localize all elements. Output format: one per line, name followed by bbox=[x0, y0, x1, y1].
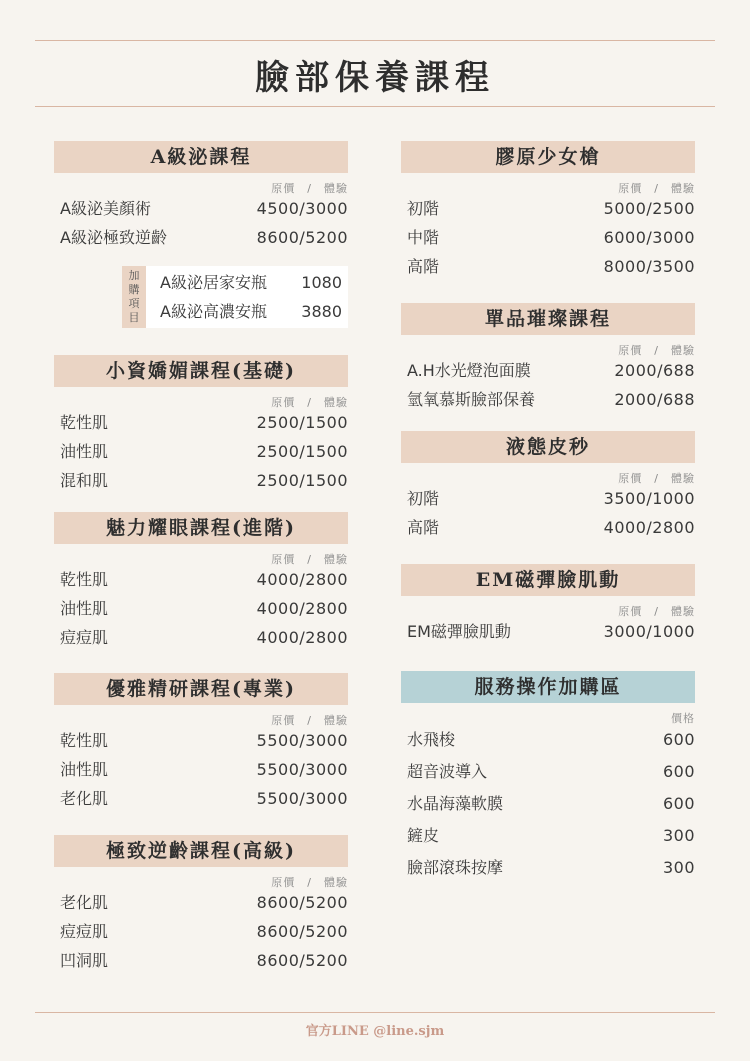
list-item bbox=[54, 194, 348, 223]
item-name: A級泌高濃安瓶 bbox=[160, 302, 267, 321]
list-item bbox=[401, 223, 695, 252]
item-price: 2000/688 bbox=[614, 361, 695, 380]
section-collagen bbox=[401, 141, 695, 281]
item-price: 300 bbox=[662, 826, 695, 845]
item-price: 2000/688 bbox=[614, 390, 695, 409]
item-name: 臉部滾珠按摩 bbox=[407, 858, 504, 877]
item-price: 4500/3000 bbox=[256, 199, 348, 218]
item-price: 8000/3500 bbox=[603, 257, 695, 276]
list-item bbox=[54, 755, 348, 784]
list-item bbox=[54, 726, 348, 755]
item-price: 4000/2800 bbox=[603, 518, 695, 537]
list-item bbox=[401, 788, 695, 820]
column-header: 原價 / 體驗 bbox=[271, 182, 348, 195]
item-price: 4000/2800 bbox=[256, 570, 348, 589]
item-price: 5500/3000 bbox=[256, 731, 348, 750]
section-title: EM磁彈臉肌動 bbox=[401, 564, 695, 596]
section-title: 服務操作加購區 bbox=[401, 671, 695, 703]
list-item bbox=[401, 385, 695, 414]
section-title: 魅力耀眼課程(進階) bbox=[54, 512, 348, 544]
page-title: 臉部保養課程 bbox=[255, 58, 495, 98]
item-name: 痘痘肌 bbox=[60, 628, 109, 647]
list-item bbox=[54, 623, 348, 652]
item-name: 初階 bbox=[407, 489, 440, 508]
column-header: 原價 / 體驗 bbox=[618, 344, 695, 357]
section-title: A級泌課程 bbox=[54, 141, 348, 173]
column-header: 原價 / 體驗 bbox=[271, 553, 348, 566]
item-name: A級泌極致逆齡 bbox=[60, 228, 167, 247]
list-item bbox=[401, 724, 695, 756]
item-name: 油性肌 bbox=[60, 760, 109, 779]
column-header: 價格 bbox=[671, 712, 695, 725]
list-item bbox=[54, 437, 348, 466]
section-premium bbox=[54, 835, 348, 975]
list-item bbox=[54, 466, 348, 495]
section-a-grade bbox=[54, 141, 348, 252]
item-price: 3500/1000 bbox=[603, 489, 695, 508]
item-name: 痘痘肌 bbox=[60, 922, 109, 941]
list-item bbox=[401, 356, 695, 385]
item-price: 600 bbox=[662, 730, 695, 749]
item-price: 1080 bbox=[301, 273, 342, 292]
list-item bbox=[146, 297, 348, 326]
title-rule bbox=[35, 106, 715, 107]
list-item bbox=[54, 784, 348, 813]
section-title: 小資嬌媚課程(基礎) bbox=[54, 355, 348, 387]
list-item bbox=[401, 756, 695, 788]
item-name: 老化肌 bbox=[60, 893, 109, 912]
footer-line-id: 官方LINE @line.sjm bbox=[305, 1024, 445, 1039]
item-name: 油性肌 bbox=[60, 442, 109, 461]
item-name: 高階 bbox=[407, 518, 440, 537]
column-header: 原價 / 體驗 bbox=[271, 714, 348, 727]
item-price: 8600/5200 bbox=[256, 951, 348, 970]
section-basic bbox=[54, 355, 348, 495]
item-price: 2500/1500 bbox=[256, 413, 348, 432]
list-item bbox=[401, 194, 695, 223]
list-item bbox=[401, 617, 695, 646]
list-item bbox=[54, 594, 348, 623]
footer-rule bbox=[35, 1012, 715, 1013]
section-title: 優雅精研課程(專業) bbox=[54, 673, 348, 705]
item-price: 3880 bbox=[301, 302, 342, 321]
list-item bbox=[54, 946, 348, 975]
item-price: 600 bbox=[662, 794, 695, 813]
section-em bbox=[401, 564, 695, 646]
item-name: 油性肌 bbox=[60, 599, 109, 618]
item-price: 8600/5200 bbox=[256, 893, 348, 912]
item-name: 乾性肌 bbox=[60, 570, 109, 589]
column-header: 原價 / 體驗 bbox=[618, 605, 695, 618]
column-header: 原價 / 體驗 bbox=[618, 182, 695, 195]
item-name: EM磁彈臉肌動 bbox=[407, 622, 511, 641]
item-price: 300 bbox=[662, 858, 695, 877]
item-price: 2500/1500 bbox=[256, 471, 348, 490]
addon-tag-char: 加 bbox=[128, 269, 140, 282]
section-title: 單品璀璨課程 bbox=[401, 303, 695, 335]
item-name: 中階 bbox=[407, 228, 440, 247]
item-name: 氫氧慕斯臉部保養 bbox=[407, 390, 536, 409]
list-item bbox=[54, 917, 348, 946]
section-pro bbox=[54, 673, 348, 813]
item-name: A.H水光燈泡面膜 bbox=[407, 361, 531, 380]
addon-tag bbox=[122, 266, 146, 328]
list-item bbox=[54, 888, 348, 917]
item-price: 8600/5200 bbox=[256, 922, 348, 941]
item-name: 混和肌 bbox=[60, 471, 109, 490]
item-name: 初階 bbox=[407, 199, 440, 218]
list-item bbox=[54, 565, 348, 594]
list-item bbox=[401, 820, 695, 852]
item-name: 鏟皮 bbox=[407, 826, 440, 845]
addon-tag-char: 購 bbox=[128, 283, 140, 296]
section-service bbox=[401, 671, 695, 884]
item-price: 2500/1500 bbox=[256, 442, 348, 461]
item-price: 8600/5200 bbox=[256, 228, 348, 247]
item-name: A級泌美顏術 bbox=[60, 199, 151, 218]
list-item bbox=[401, 484, 695, 513]
list-item bbox=[54, 408, 348, 437]
addon-box bbox=[122, 266, 348, 328]
item-name: A級泌居家安瓶 bbox=[160, 273, 267, 292]
section-single bbox=[401, 303, 695, 414]
section-liquid bbox=[401, 431, 695, 542]
item-name: 乾性肌 bbox=[60, 731, 109, 750]
list-item bbox=[146, 268, 348, 297]
section-advanced bbox=[54, 512, 348, 652]
list-item bbox=[54, 223, 348, 252]
top-rule bbox=[35, 40, 715, 41]
item-price: 4000/2800 bbox=[256, 599, 348, 618]
column-header: 原價 / 體驗 bbox=[618, 472, 695, 485]
item-price: 5000/2500 bbox=[603, 199, 695, 218]
section-title: 液態皮秒 bbox=[401, 431, 695, 463]
column-header: 原價 / 體驗 bbox=[271, 396, 348, 409]
item-name: 乾性肌 bbox=[60, 413, 109, 432]
list-item bbox=[401, 852, 695, 884]
item-name: 老化肌 bbox=[60, 789, 109, 808]
item-name: 水晶海藻軟膜 bbox=[407, 794, 504, 813]
item-price: 5500/3000 bbox=[256, 760, 348, 779]
list-item bbox=[401, 252, 695, 281]
column-header: 原價 / 體驗 bbox=[271, 876, 348, 889]
addon-list bbox=[146, 266, 348, 328]
item-price: 6000/3000 bbox=[603, 228, 695, 247]
item-name: 凹洞肌 bbox=[60, 951, 109, 970]
addon-tag-char: 目 bbox=[128, 311, 140, 324]
item-price: 5500/3000 bbox=[256, 789, 348, 808]
item-price: 600 bbox=[662, 762, 695, 781]
section-title: 極致逆齡課程(高級) bbox=[54, 835, 348, 867]
section-title: 膠原少女槍 bbox=[401, 141, 695, 173]
item-name: 高階 bbox=[407, 257, 440, 276]
item-name: 水飛梭 bbox=[407, 730, 456, 749]
item-price: 4000/2800 bbox=[256, 628, 348, 647]
item-name: 超音波導入 bbox=[407, 762, 488, 781]
addon-tag-char: 項 bbox=[128, 297, 140, 310]
item-price: 3000/1000 bbox=[603, 622, 695, 641]
list-item bbox=[401, 513, 695, 542]
